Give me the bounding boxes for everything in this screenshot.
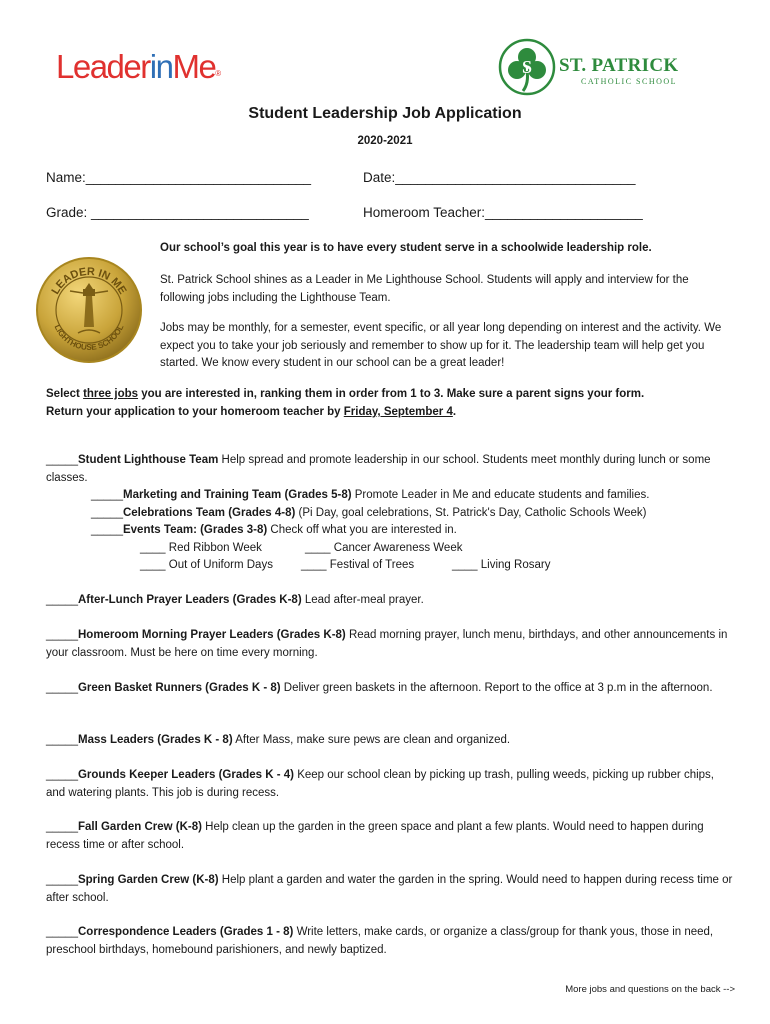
- job-rank-blank[interactable]: _____: [46, 594, 78, 606]
- job-name: Events Team: (Grades 3-8): [122, 524, 268, 536]
- job-name: After-Lunch Prayer Leaders (Grades K-8): [77, 594, 302, 606]
- job-name: Marketing and Training Team (Grades 5-8): [122, 489, 352, 501]
- job-name: Fall Garden Crew (K-8): [77, 821, 202, 833]
- page-title: Student Leadership Job Application: [248, 105, 522, 122]
- shamrock-icon: [497, 37, 557, 97]
- job-description: (Pi Day, goal celebrations, St. Patrick's Day, Catholic Schools Week): [295, 507, 647, 519]
- event-out-of-uniform-days[interactable]: ____ Out of Uniform Days: [140, 559, 273, 571]
- job-rank-blank[interactable]: _____: [46, 821, 78, 833]
- footer-note: More jobs and questions on the back -->: [565, 984, 735, 995]
- school-year: 2020-2021: [357, 135, 413, 147]
- job-description: Deliver green baskets in the afternoon. Report to the office at 3 p.m in the afternoon.: [280, 682, 713, 694]
- job-description: After Mass, make sure pews are clean and organized.: [232, 734, 511, 746]
- job-name: Grounds Keeper Leaders (Grades K - 4): [77, 769, 294, 781]
- job-fall-garden[interactable]: [46, 819, 736, 854]
- job-correspondence[interactable]: [46, 924, 736, 959]
- instructions-return: Return your application to your homeroom teacher by: [46, 406, 344, 418]
- job-green-basket[interactable]: [46, 680, 736, 698]
- job-description: Check off what you are interested in.: [267, 524, 457, 536]
- job-description: Read morning prayer, lunch menu, birthdays, and other announcements in your classroom. Must be here on time every morning.: [46, 629, 728, 659]
- instructions-deadline: Friday, September 4: [343, 406, 453, 418]
- job-rank-blank[interactable]: _____: [46, 682, 78, 694]
- job-rank-blank[interactable]: _____: [46, 629, 78, 641]
- job-rank-blank[interactable]: _____: [91, 489, 123, 501]
- lighthouse-school-badge-icon: [34, 255, 144, 365]
- job-rank-blank[interactable]: _____: [46, 734, 78, 746]
- job-name: Mass Leaders (Grades K - 8): [77, 734, 233, 746]
- event-red-ribbon-week[interactable]: ____ Red Ribbon Week: [140, 542, 262, 554]
- name-field[interactable]: Name:______________________________: [46, 170, 312, 185]
- job-rank-blank[interactable]: _____: [46, 454, 78, 466]
- job-events-team[interactable]: [91, 522, 457, 540]
- leader-in-me-logo: [56, 48, 221, 86]
- school-name: ST. PATRICK: [559, 55, 679, 76]
- logo-text-in: in: [149, 48, 173, 85]
- instructions-line-1: [46, 386, 644, 404]
- job-name: Homeroom Morning Prayer Leaders (Grades K-8): [77, 629, 346, 641]
- job-description: Lead after-meal prayer.: [301, 594, 424, 606]
- st-patrick-logo: [497, 37, 717, 97]
- badge-bottom-text: LIGHTHOUSE SCHOOL: [52, 323, 126, 353]
- logo-text-leader: Leader: [56, 48, 150, 85]
- instructions-line-2: [46, 404, 456, 422]
- job-spring-garden[interactable]: [46, 872, 736, 907]
- job-morning-prayer[interactable]: [46, 627, 736, 662]
- event-cancer-awareness-week[interactable]: ____ Cancer Awareness Week: [305, 542, 463, 554]
- grade-field[interactable]: Grade: _____________________________: [46, 205, 309, 220]
- job-name: Correspondence Leaders (Grades 1 - 8): [77, 926, 294, 938]
- job-description: Help spread and promote leadership in our school. Students meet monthly during lunch or some classes.: [46, 454, 711, 484]
- event-living-rosary[interactable]: ____ Living Rosary: [452, 559, 551, 571]
- job-name: Green Basket Runners (Grades K - 8): [77, 682, 281, 694]
- svg-text:S: S: [521, 57, 533, 77]
- instructions-rest: you are interested in, ranking them in order from 1 to 3. Make sure a parent signs your form.: [138, 388, 645, 400]
- homeroom-teacher-field[interactable]: Homeroom Teacher:_____________________: [363, 205, 643, 220]
- job-after-lunch-prayer[interactable]: [46, 592, 736, 610]
- job-name: Student Lighthouse Team: [77, 454, 219, 466]
- job-description: Help plant a garden and water the garden in the spring. Would need to happen during recess time or after school.: [46, 874, 733, 904]
- school-subtitle: CATHOLIC SCHOOL: [581, 77, 678, 86]
- job-mass-leaders[interactable]: [46, 732, 736, 750]
- job-name: Celebrations Team (Grades 4-8): [122, 507, 296, 519]
- instructions-three-jobs: three jobs: [83, 388, 139, 400]
- job-rank-blank[interactable]: _____: [46, 874, 78, 886]
- job-rank-blank[interactable]: _____: [46, 769, 78, 781]
- badge-top-text: LEADER IN ME: [49, 265, 129, 297]
- job-rank-blank[interactable]: _____: [91, 524, 123, 536]
- intro-paragraph-1: St. Patrick School shines as a Leader in Me Lighthouse School. Students will apply and interview for the following jobs including the Lighthouse Team.: [160, 274, 689, 304]
- job-lighthouse-team[interactable]: [46, 452, 736, 487]
- job-name: Spring Garden Crew (K-8): [77, 874, 219, 886]
- job-rank-blank[interactable]: _____: [46, 926, 78, 938]
- job-grounds-keeper[interactable]: [46, 767, 736, 802]
- job-celebrations-team[interactable]: [91, 505, 647, 523]
- intro-paragraph-2: Jobs may be monthly, for a semester, event specific, or all year long depending on interest and the activity. We expect you to take your job seriously and remember to show up for it. The leadership team will help get you started. We know every student in our school can be a great leader!: [160, 322, 722, 369]
- goal-statement: Our school’s goal this year is to have every student serve in a schoolwide leadership role.: [160, 242, 652, 254]
- job-marketing-team[interactable]: [91, 487, 649, 505]
- instructions-period: .: [452, 406, 457, 418]
- logo-registered-mark: ®: [215, 69, 222, 78]
- job-description: Promote Leader in Me and educate students and families.: [351, 489, 650, 501]
- job-description: Write letters, make cards, or organize a class/group for thank yous, those in need, preschool birthdays, homebound parishioners, and newly baptized.: [46, 926, 714, 956]
- date-field[interactable]: Date:________________________________: [363, 170, 636, 185]
- job-description: Keep our school clean by picking up trash, pulling weeds, picking up rubber chips, and watering plants. This job is during recess.: [46, 769, 714, 799]
- job-rank-blank[interactable]: _____: [91, 507, 123, 519]
- instructions-select: Select: [46, 388, 84, 400]
- logo-text-me: Me: [172, 48, 216, 85]
- event-festival-of-trees[interactable]: ____ Festival of Trees: [301, 559, 415, 571]
- job-description: Help clean up the garden in the green space and plant a few plants. Would need to happen during recess time or after school.: [46, 821, 704, 851]
